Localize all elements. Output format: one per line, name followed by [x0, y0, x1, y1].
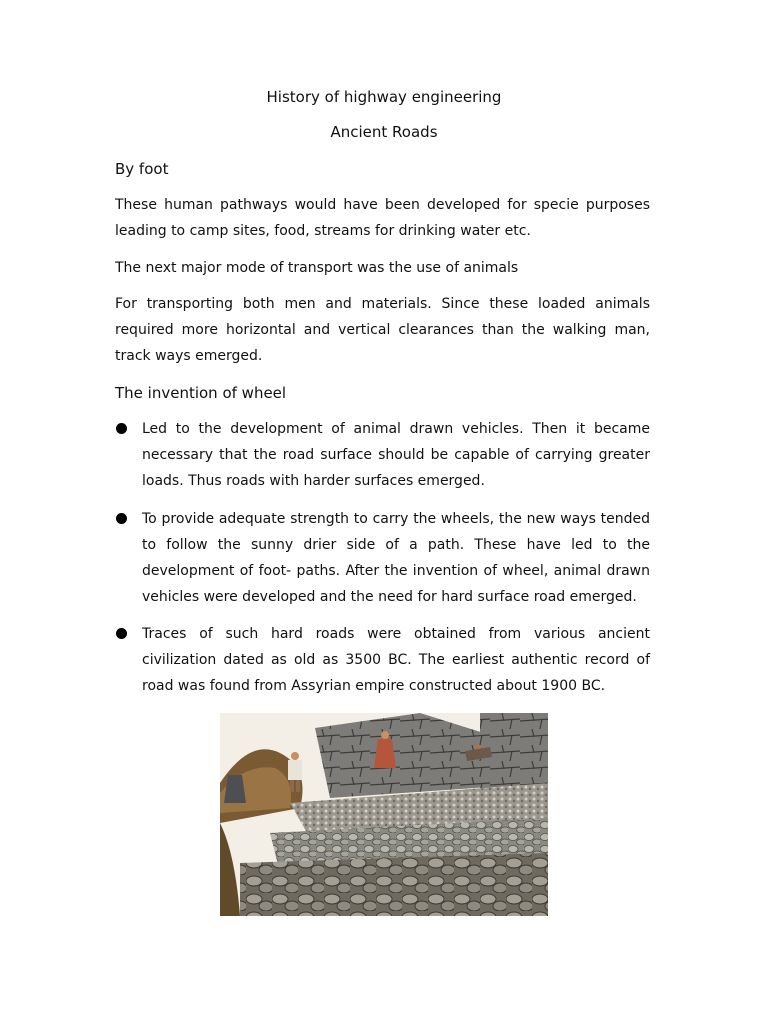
roman-road-illustration [220, 713, 548, 916]
paragraph-human-pathways: These human pathways would have been developed for specie purposes leading to camp sites, food, streams for drinking water etc. [115, 197, 650, 239]
document-subtitle: Ancient Roads [330, 123, 438, 141]
bullet-icon [116, 628, 127, 639]
bullet-item-3: Traces of such hard roads were obtained from various ancient civilization dated as old as 3500 BC. The earliest authentic record of road was found from Assyrian empire constructed about 1900 BC. [142, 626, 650, 694]
bullet-icon [116, 513, 127, 524]
bullet-item-2: To provide adequate strength to carry the wheels, the new ways tended to follow the sunny drier side of a path. These have led to the development of foot- paths. After the invention of wheel, animal drawn vehicles were developed and the need for hard surface road emerged. [142, 511, 650, 605]
document-title: History of highway engineering [266, 88, 502, 106]
bullet-icon [116, 423, 127, 434]
paragraph-animals-transport: The next major mode of transport was the use of animals [115, 260, 519, 276]
section-heading-by-foot: By foot [115, 160, 169, 178]
paragraph-track-ways: For transporting both men and materials. Since these loaded animals required more horizontal and vertical clearances than the walking man, track ways emerged. [115, 296, 650, 364]
bullet-item-1: Led to the development of animal drawn vehicles. Then it became necessary that the road surface should be capable of carrying greater loads. Thus roads with harder surfaces emerged. [142, 421, 650, 489]
section-heading-invention-of-wheel: The invention of wheel [115, 384, 287, 402]
